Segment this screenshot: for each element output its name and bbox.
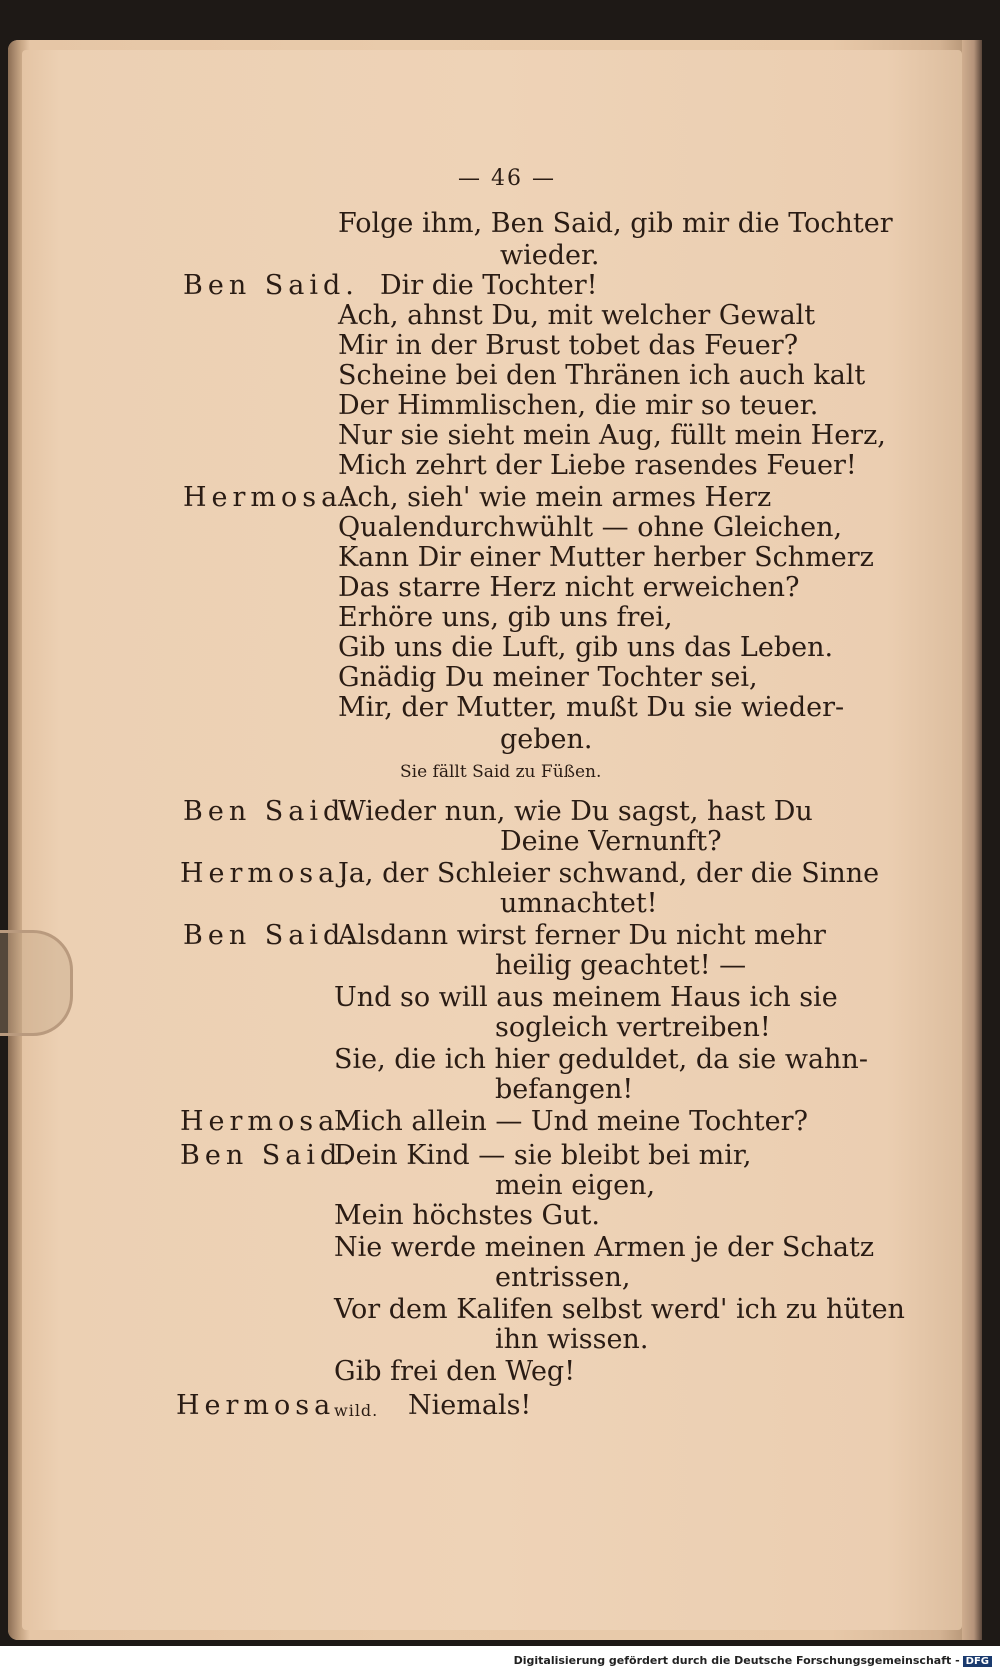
verse-line: Niemals! bbox=[408, 1390, 532, 1421]
verse-line: Mir in der Brust tobet das Feuer? bbox=[338, 330, 799, 361]
verse-line: mein eigen, bbox=[495, 1170, 656, 1201]
verse-line: umnachtet! bbox=[500, 888, 658, 919]
verse-line: Mein höchstes Gut. bbox=[334, 1200, 600, 1231]
verse-line: Kann Dir einer Mutter herber Schmerz bbox=[338, 542, 874, 573]
verse-line: befangen! bbox=[495, 1074, 634, 1105]
speaker-name: Hermosa bbox=[176, 1390, 336, 1421]
verse-line: Der Himmlischen, die mir so teuer. bbox=[338, 390, 819, 421]
verse-line: entrissen, bbox=[495, 1262, 631, 1293]
speaker-name: Ben Said. bbox=[183, 270, 359, 301]
verse-line: Das starre Herz nicht erweichen? bbox=[338, 572, 800, 603]
verse-line: Alsdann wirst ferner Du nicht mehr bbox=[338, 920, 826, 951]
verse-line: Wieder nun, wie Du sagst, hast Du bbox=[338, 796, 813, 827]
verse-line: Ja, der Schleier schwand, der die Sinne bbox=[338, 858, 880, 889]
stage-direction: Sie fällt Said zu Füßen. bbox=[400, 762, 602, 782]
verse-line: Gib uns die Luft, gib uns das Leben. bbox=[338, 632, 834, 663]
verse-line: Nie werde meinen Armen je der Schatz bbox=[334, 1232, 875, 1263]
verse-line: Dein Kind — sie bleibt bei mir, bbox=[334, 1140, 752, 1171]
verse-line: Mich zehrt der Liebe rasendes Feuer! bbox=[338, 450, 857, 481]
verse-line: Qualendurchwühlt — ohne Gleichen, bbox=[338, 512, 843, 543]
verse-line: Mir, der Mutter, mußt Du sie wieder- bbox=[338, 692, 845, 723]
verse-line: Nur sie sieht mein Aug, füllt mein Herz, bbox=[338, 420, 886, 451]
verse-line: Ach, ahnst Du, mit welcher Gewalt bbox=[338, 300, 816, 331]
verse-line: Folge ihm, Ben Said, gib mir die Tochter bbox=[338, 208, 893, 239]
verse-line: Und so will aus meinem Haus ich sie bbox=[334, 982, 838, 1013]
verse-line: Ach, sieh' wie mein armes Herz bbox=[338, 482, 772, 513]
verse-line: Deine Vernunft? bbox=[500, 826, 722, 857]
verse-line: geben. bbox=[500, 724, 593, 755]
speaker-name: Ben Said. bbox=[183, 920, 359, 951]
speaker-name: Hermosa. bbox=[180, 1106, 353, 1137]
verse-line: Mich allein — Und meine Tochter? bbox=[334, 1106, 808, 1137]
dfg-logo: DFG bbox=[963, 1656, 992, 1667]
verse-line: Gib frei den Weg! bbox=[334, 1356, 576, 1387]
stage-direction: wild. bbox=[334, 1401, 379, 1420]
verse-line: sogleich vertreiben! bbox=[495, 1012, 771, 1043]
verse-line: heilig geachtet! — bbox=[495, 950, 747, 981]
verse-line: wieder. bbox=[500, 240, 600, 271]
verse-line: ihn wissen. bbox=[495, 1324, 649, 1355]
speaker-name: Hermosa. bbox=[183, 482, 356, 513]
verse-line: Dir die Tochter! bbox=[380, 270, 598, 301]
credit-text: Digitalisierung gefördert durch die Deutsche Forschungsgemeinschaft - bbox=[513, 1654, 960, 1667]
digitization-credit bbox=[514, 1654, 992, 1667]
stage-direction-inline bbox=[334, 1392, 378, 1423]
verse-line: Sie, die ich hier geduldet, da sie wahn- bbox=[334, 1044, 868, 1075]
speaker-name: Ben Said. bbox=[180, 1140, 356, 1171]
speaker-name: Ben Said. bbox=[183, 796, 359, 827]
verse-line: Vor dem Kalifen selbst werd' ich zu hüten bbox=[334, 1294, 905, 1325]
verse-line: Scheine bei den Thränen ich auch kalt bbox=[338, 360, 866, 391]
speaker-name: Hermosa. bbox=[180, 858, 353, 889]
verse-line: Gnädig Du meiner Tochter sei, bbox=[338, 662, 758, 693]
verse-line: Erhöre uns, gib uns frei, bbox=[338, 602, 673, 633]
page-number: — 46 — bbox=[458, 166, 556, 191]
